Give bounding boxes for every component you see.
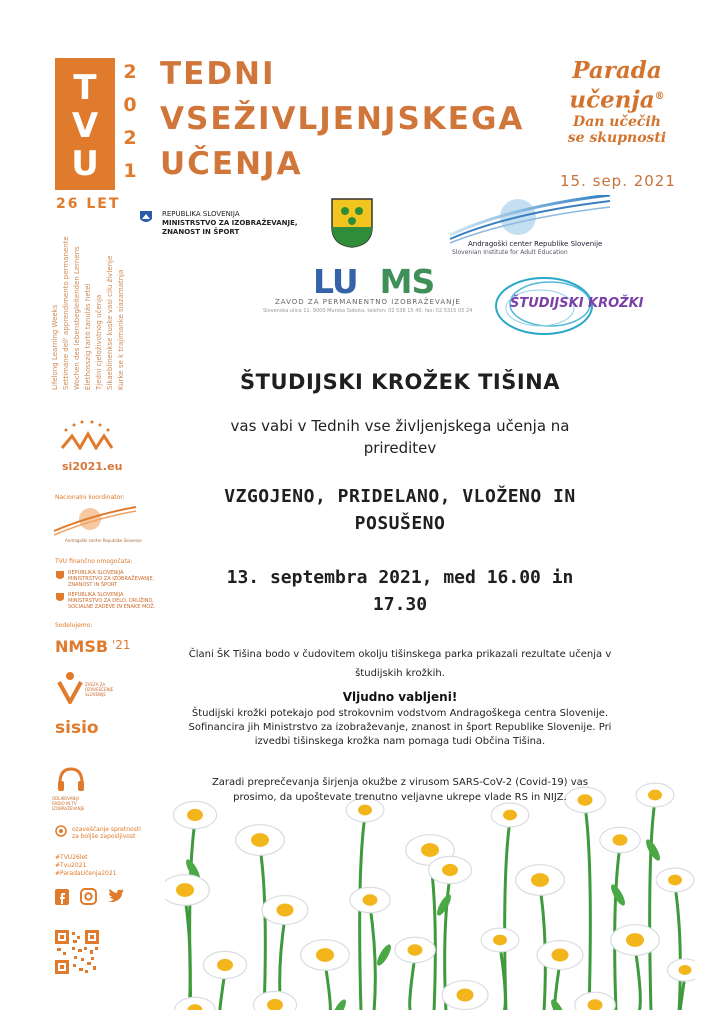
instagram-icon[interactable] bbox=[81, 889, 96, 904]
parada-logo bbox=[552, 58, 682, 146]
daisy-flowers-illustration bbox=[165, 780, 695, 1010]
covid-notice bbox=[140, 775, 660, 805]
acs-subtitle: Slovenian Institute for Adult Education bbox=[452, 249, 568, 256]
nmsb-year: '21 bbox=[112, 638, 131, 652]
invitation-text bbox=[140, 415, 660, 459]
parada-line: Parada bbox=[572, 57, 662, 84]
daisy-icon bbox=[491, 803, 529, 827]
si2021-stars-icon bbox=[58, 420, 116, 450]
daisy-icon bbox=[537, 941, 583, 970]
si2021-label: si2021.eu bbox=[62, 460, 123, 473]
language-list bbox=[50, 225, 140, 390]
daisy-icon bbox=[395, 937, 436, 963]
event-title-line: POSUŠENO bbox=[354, 513, 446, 534]
ministry-line: MINISTRSTVO ZA IZOBRAŽEVANJE, bbox=[162, 219, 298, 227]
collaborators-label: Sodelujemo: bbox=[55, 622, 93, 629]
parada-date: 15. sep. 2021 bbox=[560, 172, 676, 190]
social-icons bbox=[55, 888, 125, 906]
lums-subtitle: ZAVOD ZA PERMANENTNO IZOBRAŽEVANJE bbox=[275, 298, 461, 306]
language-line: Sikaeblinenkse kuske vasi cilu živlenje bbox=[106, 255, 114, 390]
event-title bbox=[140, 483, 660, 537]
language-line: Kurke se k trajimanke siazamatnja bbox=[117, 269, 125, 390]
radio-line: ODLIKOVANIJI bbox=[52, 796, 79, 801]
language-line: Settimane dell' apprendimento permanente bbox=[62, 236, 70, 390]
sponsor-line: izvedbi tišinskega krožka nam pomaga tudi Občina Tišina. bbox=[254, 736, 546, 747]
radio-line: RADIO IN TV bbox=[52, 801, 77, 806]
slovenia-crest-icon bbox=[56, 571, 64, 581]
daisy-icon bbox=[575, 992, 616, 1010]
funder-line: REPUBLIKA SLOVENIJA bbox=[68, 592, 124, 598]
coat-of-arms-icon bbox=[330, 197, 374, 249]
parada-line: učenja bbox=[569, 86, 655, 114]
daisy-icon bbox=[350, 887, 391, 913]
circular-arrow-icon bbox=[54, 824, 68, 838]
facebook-icon[interactable] bbox=[55, 889, 69, 905]
qr-code-icon bbox=[55, 930, 99, 974]
tvu-letter-v: V bbox=[71, 106, 99, 146]
funder-line: MINISTRSTVO ZA IZOBRAŽEVANJE, bbox=[68, 576, 155, 582]
coordinator-name: Andragoški center Republike Slovenije bbox=[65, 538, 142, 543]
funders-label: TVU finančno omogočata: bbox=[55, 558, 133, 565]
daisy-icon bbox=[175, 997, 216, 1010]
v-logo-line: OZAVEŠČENJE bbox=[85, 687, 114, 692]
acs-swoosh-icon bbox=[52, 505, 138, 539]
v-person-icon bbox=[56, 670, 84, 704]
daisy-icon bbox=[600, 827, 641, 853]
event-date-line: 17.30 bbox=[372, 594, 428, 615]
parada-line: Dan učečih bbox=[573, 113, 661, 130]
lums-address: Slovenska ulica 11, 9000 Murska Sobota, telefon: 02 536 15 40, fax: 02 5315 05 24 bbox=[263, 308, 473, 314]
year-digit: 2 bbox=[123, 127, 137, 149]
sponsor-line: Študijski krožki potekajo pod strokovnim vodstvom Andragoškega centra Slovenije. bbox=[191, 708, 609, 719]
covid-line: prosimo, da upoštevate trenutno veljavne ukrepe vlade RS in NIJZ. bbox=[233, 792, 567, 803]
ministry-line: REPUBLIKA SLOVENIJA bbox=[162, 210, 240, 218]
tvu-title-line: VSEŽIVLJENJSKEGA bbox=[160, 101, 525, 137]
lums-logo bbox=[313, 262, 434, 301]
radio-line: IZOBRAŽEVANJE bbox=[52, 806, 85, 811]
slovenia-crest-icon bbox=[56, 593, 64, 603]
funder-line: ZNANOST IN ŠPORT bbox=[68, 582, 118, 588]
daisy-icon bbox=[301, 940, 350, 971]
daisy-icon bbox=[611, 925, 660, 956]
nmsb-logo: NMSB bbox=[55, 637, 109, 656]
daisy-icon bbox=[165, 875, 209, 906]
daisy-icon bbox=[253, 991, 296, 1010]
language-line: Lifelong Learning Weeks bbox=[51, 304, 59, 390]
language-line: Tjedni cjeloživotnog učenja bbox=[95, 294, 103, 390]
daisy-icon bbox=[516, 865, 565, 896]
tvu-title-line: UČENJA bbox=[160, 146, 303, 182]
language-line: Wochen des lebensbegleitenden Lernens bbox=[73, 246, 81, 390]
hashtag: #ParadaUčenja2021 bbox=[55, 870, 117, 877]
event-date-line: 13. septembra 2021, med 16.00 in bbox=[226, 567, 574, 588]
hashtag: #TVU26let bbox=[55, 854, 88, 861]
welcome-text: Vljudno vabljeni! bbox=[342, 690, 458, 704]
ozav-line: ozaveščanje spretnosti bbox=[72, 826, 141, 833]
event-title-line: VZGOJENO, PRIDELANO, VLOŽENO IN bbox=[224, 486, 576, 507]
headphones-icon bbox=[56, 765, 86, 793]
v-logo-line: SLOVENIJE bbox=[85, 692, 106, 697]
year-vertical bbox=[122, 56, 138, 188]
ozav-line: za boljše zaposljivost bbox=[72, 833, 136, 840]
hashtags bbox=[55, 854, 116, 878]
invitation-line: prireditev bbox=[363, 439, 437, 457]
tvu-letter-u: U bbox=[71, 144, 99, 184]
daisy-icon bbox=[442, 981, 488, 1010]
year-digit: 1 bbox=[123, 160, 137, 182]
event-date bbox=[140, 564, 660, 618]
tvu-title-line: TEDNI bbox=[160, 56, 276, 92]
daisy-icon bbox=[203, 951, 246, 978]
covid-line: Zaradi preprečevanja širjenja okužbe z virusom SARS-CoV-2 (Covid-19) vas bbox=[211, 777, 589, 788]
year-digit: 2 bbox=[123, 61, 137, 83]
slovenia-crest-icon bbox=[140, 211, 152, 225]
event-description bbox=[140, 645, 660, 683]
years-label: 26 LET bbox=[56, 196, 121, 212]
v-logo-line: ZVEZA ZA bbox=[85, 682, 106, 687]
lums-lu: LU bbox=[313, 262, 358, 301]
description-line: študijskih krožkih. bbox=[355, 668, 445, 679]
daisy-icon bbox=[656, 868, 694, 892]
radio-logo-text bbox=[52, 796, 84, 811]
parada-line: se skupnosti bbox=[567, 129, 667, 146]
hashtag: #Tvu2021 bbox=[55, 862, 87, 869]
twitter-icon[interactable] bbox=[107, 889, 124, 902]
acs-name: Andragoški center Republike Slovenije bbox=[468, 240, 603, 248]
description-line: Člani ŠK Tišina bodo v čudovitem okolju tišinskega parka prikazali rezultate učenja v bbox=[188, 649, 612, 660]
funder-line: MINISTRSTVO ZA DELO, DRUŽINO, bbox=[68, 598, 155, 604]
coordinator-label: Nacionalni koordinator: bbox=[55, 494, 125, 501]
studijski-krozki-logo-text: ŠTUDIJSKI KROŽKI bbox=[510, 296, 644, 311]
year-digit: 0 bbox=[123, 94, 137, 116]
daisy-icon bbox=[481, 928, 519, 952]
tvu-logo bbox=[55, 58, 115, 190]
daisy-icon bbox=[236, 825, 285, 856]
v-logo-text bbox=[85, 682, 113, 697]
sponsor-line: Sofinancira jih Ministrstvo za izobraževanje, znanost in šport Republike Slovenije. Pri bbox=[188, 722, 612, 733]
lums-ms: MS bbox=[379, 262, 435, 301]
invitation-line: vas vabi v Tednih vse življenjskega učenja na bbox=[230, 417, 570, 435]
tvu-letter-t: T bbox=[73, 68, 97, 108]
daisy-icon bbox=[262, 896, 308, 925]
sisio-logo: sisio bbox=[55, 718, 99, 738]
ozavescanje-text bbox=[72, 826, 141, 840]
daisy-icon bbox=[173, 801, 216, 828]
language-line: Élethosszig tartó tanulás hetei bbox=[84, 283, 92, 390]
registered-mark: ® bbox=[654, 91, 665, 102]
tvu-title bbox=[160, 52, 524, 187]
funder-line: SOCIALNE ZADEVE IN ENAKE MOŽ. bbox=[68, 604, 156, 610]
main-title: ŠTUDIJSKI KROŽEK TIŠINA bbox=[240, 370, 560, 394]
daisy-icon bbox=[667, 959, 695, 981]
funder-line: REPUBLIKA SLOVENIJA bbox=[68, 570, 124, 576]
daisy-icon bbox=[428, 856, 471, 883]
ministry-line: ZNANOST IN ŠPORT bbox=[162, 228, 240, 236]
sponsor-text bbox=[140, 707, 660, 749]
